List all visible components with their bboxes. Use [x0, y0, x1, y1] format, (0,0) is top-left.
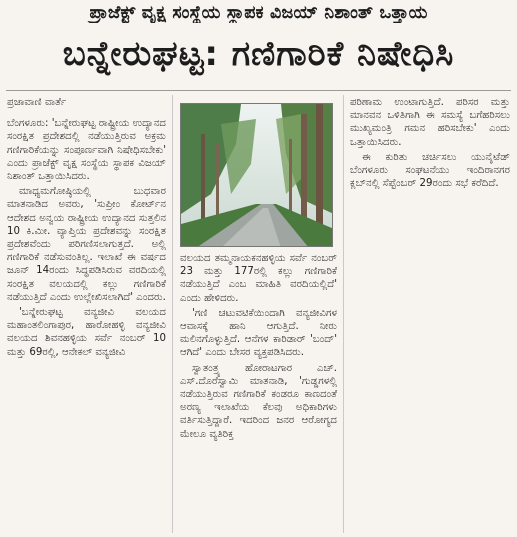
column-3	[350, 96, 510, 206]
paragraph: ಬೆಂಗಳೂರು: 'ಬನ್ನೇರುಘಟ್ಟ ರಾಷ್ಟ್ರೀಯ ಉದ್ಯಾನದ ಸಂರಕ್ಷಿತ ಪ್ರದೇಶದಲ್ಲಿ ನಡೆಯುತ್ತಿರುವ ಅಕ್ರಮ ಗಣಿಗಾರಿಕೆಯನ್ನು ಸಂಪೂರ್ಣವಾಗಿ ನಿಷೇಧಿಸಬೇಕು' ಎಂದು ಪ್ರಾಜೆಕ್ಟ್ ವೃಕ್ಷ ಸಂಸ್ಥೆಯ ಸ್ಥಾಪಕ ವಿಜಯ್ ನಿಶಾಂತ್ ಒತ್ತಾಯಿಸಿದರು.	[7, 118, 166, 183]
paragraph: ವಲಯದ ತಮ್ಮನಾಯಕನಹಳ್ಳಿಯ ಸರ್ವೆ ನಂಬರ್ 23 ಮತ್ತು 177ರಲ್ಲಿ ಕಲ್ಲು ಗಣಿಗಾರಿಕೆ ನಡೆಯುತ್ತಿದೆ ಎಂಬ ಮಾಹಿತಿ ವರದಿಯಲ್ಲಿದೆ' ಎಂದು ಹೇಳಿದರು.	[180, 253, 337, 304]
column-1	[7, 96, 166, 532]
kicker-line: ಪ್ರಾಜೆಕ್ಟ್ ವೃಕ್ಷ ಸಂಸ್ಥೆಯ ಸ್ಥಾಪಕ ವಿಜಯ್ ನಿಶಾಂತ್ ಒತ್ತಾಯ	[89, 3, 428, 23]
paragraph: ಈ ಕುರಿತು ಚರ್ಚಿಸಲು ಯುನೈಟೆಡ್ ಬೆಂಗಳೂರು ಸಂಘಟನೆಯು ಇಂದಿರಾನಗರ ಕ್ಲಬ್‌ನಲ್ಲಿ ಸೆಪ್ಟೆಂಬರ್ 29ರಂದು ಸಭೆ ಕರೆದಿದೆ.	[350, 151, 510, 190]
byline: ಪ್ರಜಾವಾಣಿ ವಾರ್ತೆ	[7, 97, 67, 108]
paragraph: ಪರಿಣಾಮ ಉಂಟಾಗುತ್ತಿದೆ. ಪರಿಸರ ಮತ್ತು ಮಾನವನ ಒಳಿತಿಗಾಗಿ ಈ ಸಮಸ್ಯೆ ಬಗೆಹರಿಸಲು ಮುಖ್ಯಮಂತ್ರಿ ಗಮನ ಹರಿಸಬೇಕು' ಎಂದು ಒತ್ತಾಯಿಸಿದರು.	[350, 97, 510, 148]
column-2	[180, 252, 337, 532]
paragraph: 'ಬನ್ನೇರುಘಟ್ಟ ವನ್ಯಜೀವಿ ವಲಯದ ಮಹಾಂತಲಿಂಗಾಪುರ, ಹಾರೋಹಳ್ಳಿ ವನ್ಯಜೀವಿ ವಲಯದ ಶಿವನಹಳ್ಳಿಯ ಸರ್ವೆ ನಂಬರ್ 10 ಮತ್ತು 69ರಲ್ಲಿ, ಆನೇಕಲ್ ವನ್ಯಜೀವಿ	[7, 307, 166, 358]
forest-road-photo	[180, 103, 333, 247]
paragraph: ಸ್ವಾತಂತ್ರ್ಯ ಹೋರಾಟಗಾರ ಎಚ್. ಎಸ್.ದೊರೆಸ್ವಾಮಿ ಮಾತನಾಡಿ, 'ಗುಡ್ಡಗಳಲ್ಲಿ ನಡೆಯುತ್ತಿರುವ ಗಣಿಗಾರಿಕೆ ಕಂಡರೂ ಕಾಣದಂತೆ ಅರಣ್ಯ ಇಲಾಖೆಯ ಕೆಲವು ಅಧಿಕಾರಿಗಳು ವರ್ತಿಸುತ್ತಿದ್ದಾರೆ. ಇದರಿಂದ ಜನರ ಆರೋಗ್ಯದ ಮೇಲೂ ವ್ಯತಿರಿಕ್ತ	[180, 362, 337, 440]
paragraph: 'ಗಣಿ ಚಟುವಟಿಕೆಯಿಂದಾಗಿ ವನ್ಯಜೀವಿಗಳ ಆವಾಸಕ್ಕೆ ಹಾನಿ ಆಗುತ್ತಿದೆ. ನೀರು ಮಲಿನಗೊಳ್ಳುತ್ತಿದೆ. ಆನೆಗಳ ಕಾರಿಡಾರ್ 'ಬಂದ್' ಆಗಿದೆ' ಎಂದು ಬೇಸರ ವ್ಯಕ್ತಪಡಿಸಿದರು.	[180, 307, 337, 359]
headline: ಬನ್ನೇರುಘಟ್ಟ: ಗಣಿಗಾರಿಕೆ ನಿಷೇಧಿಸಿ	[62, 34, 455, 74]
column-divider	[172, 95, 173, 533]
paragraph: ಮಾಧ್ಯಮಗೋಷ್ಠಿಯಲ್ಲಿ ಬುಧವಾರ ಮಾತನಾಡಿದ ಅವರು, 'ಸುಪ್ರೀಂ ಕೋರ್ಟ್‌ನ ಆದೇಶದ ಅನ್ವಯ ರಾಷ್ಟ್ರೀಯ ಉದ್ಯಾನದ ಸುತ್ತಲಿನ 10 ಕಿ.ಮೀ. ವ್ಯಾಪ್ತಿಯ ಪ್ರದೇಶವನ್ನು ಸಂರಕ್ಷಿತ ಪ್ರದೇಶವೆಂದು ಪರಿಗಣಿಸಲಾಗುತ್ತದೆ. ಅಲ್ಲಿ ಗಣಿಗಾರಿಕೆ ನಡೆಸುವಂತಿಲ್ಲ. ಇಲಾಖೆ ಈ ವರ್ಷದ ಜೂನ್ 14ರಂದು ಸಿದ್ಧಪಡಿಸಿರುವ ವರದಿಯಲ್ಲಿ ಸಂರಕ್ಷಿತ ವಲಯದಲ್ಲಿ ಕಲ್ಲು ಗಣಿಗಾರಿಕೆ ನಡೆಯುತ್ತಿದೆ ಎಂದು ಉಲ್ಲೇಖಿಸಲಾಗಿದೆ' ಎಂದರು.	[7, 186, 166, 303]
column-divider	[343, 95, 344, 533]
divider	[6, 90, 511, 91]
